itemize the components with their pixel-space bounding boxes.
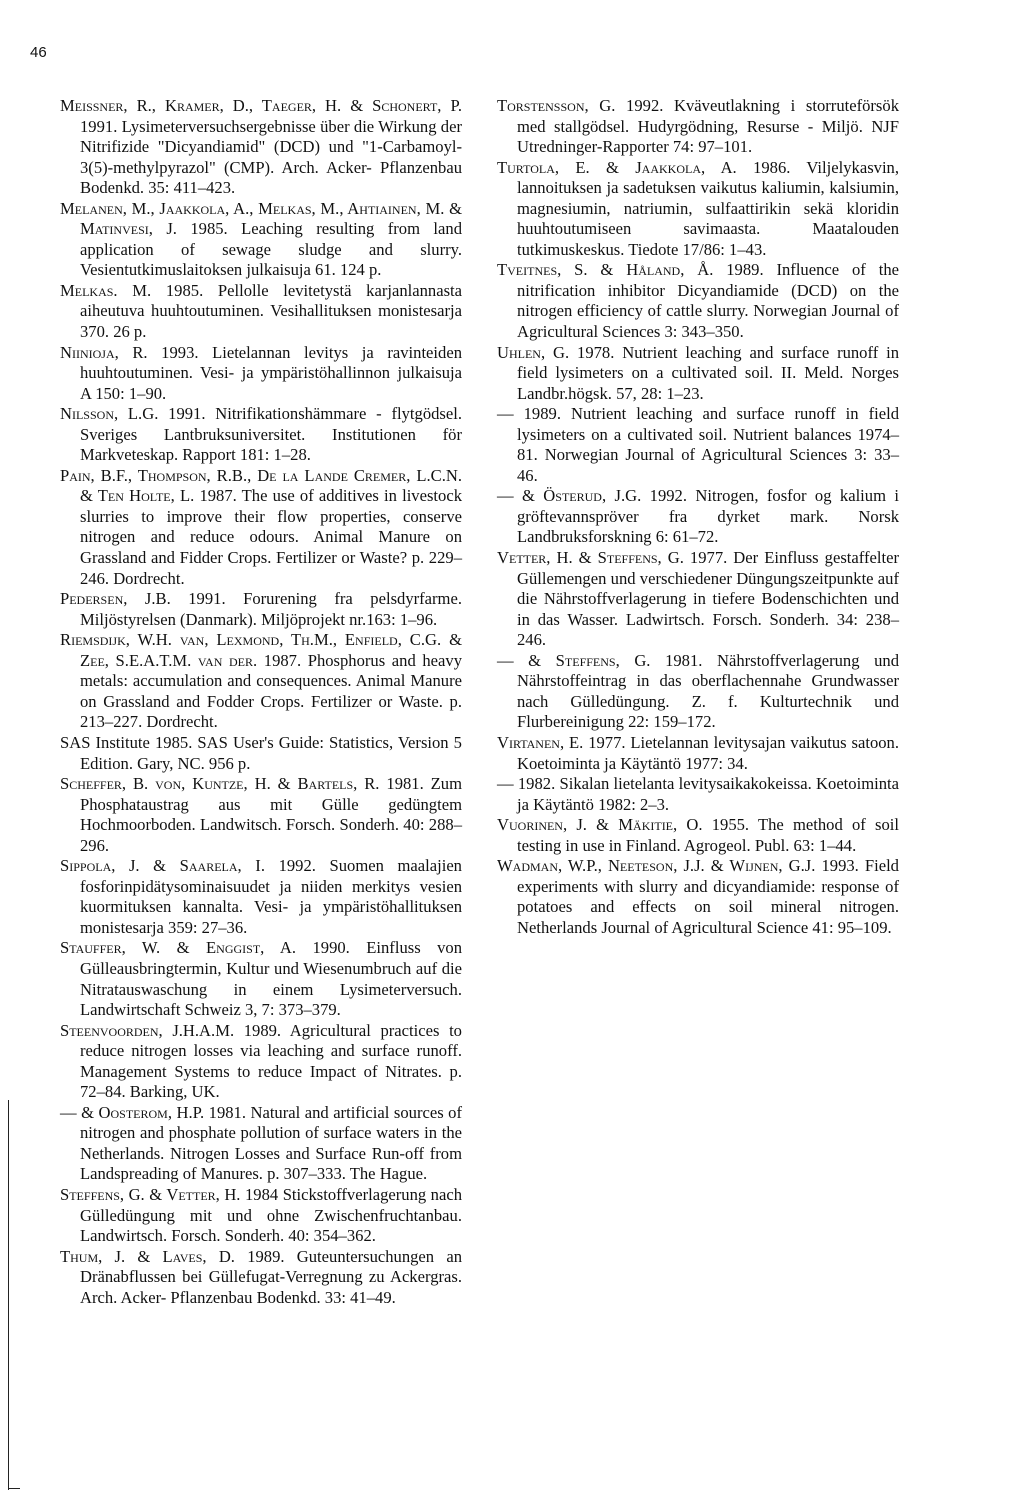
reference-details: 1989. Nutrient leaching and surface runoff in field lysimeters on a cultivated soil. Nutrient balances 1974–81. Norwegian Journal of Agricultural Sciences 3: 33–46. xyxy=(517,404,899,485)
reference-entry xyxy=(60,1185,462,1247)
reference-authors: Scheffer, B. von, Kuntze, H. & Bartels, R. xyxy=(60,774,380,794)
reference-authors: Uhlen, G. xyxy=(497,342,570,362)
reference-entry xyxy=(60,938,462,1020)
references-left-column xyxy=(60,96,462,1308)
reference-details: 1986. Viljelykasvin, lannoituksen ja sadetuksen vaikutus kaliumin, kalsiumin, magnesiumin, natriumin, sulfaattirikin sekä kloridin huuhtoutumiseen savimaasta. Maatalouden tutkimuskeskus. Tiedote 17/86: 1–43. xyxy=(517,157,899,259)
reference-details: 1977. Lietelannan levitysajan vaikutus satoon. Koetoiminta ja Käytäntö 1977: 34. xyxy=(517,732,899,773)
reference-entry xyxy=(60,774,462,856)
reference-authors: Vetter, H. & Steffens, G. xyxy=(497,548,684,568)
reference-authors: — & Steffens, G. xyxy=(497,650,651,670)
reference-entry xyxy=(60,343,462,405)
reference-details: 1981. Natural and artificial sources of nitrogen and phosphate pollution of surface waters in the Netherlands. Nitrogen Losses and Surface Run-off from Landspreading of Manures. p. 307–333. The Hague. xyxy=(80,1102,462,1184)
reference-entry xyxy=(497,548,899,651)
reference-entry xyxy=(497,158,899,261)
reference-details: 1989. Agricultural practices to reduce nitrogen losses via leaching and surface runoff. Management Systems to reduce Impact of Nitrates. p. 72–84. Barking, UK. xyxy=(80,1020,462,1102)
reference-entry xyxy=(497,260,899,342)
reference-authors: — & Österud, J.G. xyxy=(497,486,642,506)
reference-entry xyxy=(497,733,899,774)
reference-details: 1978. Nutrient leaching and surface runoff in field lysimeters on a cultivated soil. II. Meld. Norges Landbr.högsk. 57, 28: 1–23. xyxy=(517,342,900,403)
reference-entry xyxy=(497,343,899,405)
reference-details: 1984 Stickstoffverlagerung nach Gülledüngung mit und ohne Zwischenfruchtanbau. Landwirtsch. Forsch. Sonderh. 40: 354–362. xyxy=(80,1184,462,1246)
reference-authors: Stauffer, W. & Enggist, A. xyxy=(60,938,296,958)
reference-entry xyxy=(497,96,899,158)
reference-entry xyxy=(60,856,462,938)
reference-details: 1987. The use of additives in livestock slurries to improve their flow properties, conserve nitrogen and reduce odours. Animal Manure on Grassland and Fidder Crops. Fertilizer or Waste? p. 229–246. Dordrecht. xyxy=(80,486,462,588)
reference-entry xyxy=(60,1247,462,1309)
reference-entry xyxy=(497,651,899,733)
reference-details: 1977. Der Einfluss gestaffelter Güllemengen und verschiedener Düngungszeitpunkte auf die Nährstoffverlagerung in tiefere Bodenschichten und in das Wasser. Ladwirtsch. Forsch. Sonderh. 34: 238–246. xyxy=(517,548,899,650)
reference-authors: Riemsdijk, W.H. van, Lexmond, Th.M., Enfield, C.G. & Zee, S.E.A.T.M. van der. xyxy=(60,630,462,670)
reference-details: 1987. Phosphorus and heavy metals: accumulation and consequences. Animal Manure on Grassland and Fodder Crops. Fertilizer or Waste. p. 213–227. Dordrecht. xyxy=(80,650,462,732)
reference-authors: Steenvoorden, J.H.A.M. xyxy=(60,1020,235,1040)
reference-details: 1991. Lysimeterversuchsergebnisse über die Wirkung der Nitrifizide "Dicyandiamid" (DCD) und "1-Carbamoyl-3(5)-methylpyrazol" (CMP). Arch. Acker- Pflanzenbau Bodenkd. 35: 411–423. xyxy=(80,116,462,198)
reference-authors: Sippola, J. & Saarela, I. xyxy=(60,856,265,876)
reference-details: 1985. SAS User's Guide: Statistics, Version 5 Edition. Gary, NC. 956 p. xyxy=(80,732,462,773)
reference-details: 1989. Influence of the nitrification inhibitor Dicyandiamide (DCD) on the nitrogen efficiency of cattle slurry. Norwegian Journal of Agricultural Sciences 3: 343–350. xyxy=(517,260,899,342)
reference-entry xyxy=(60,199,462,281)
reference-authors: Thum, J. & Laves, D. xyxy=(60,1246,235,1266)
reference-entry xyxy=(497,856,899,938)
reference-entry xyxy=(497,404,899,486)
reference-details: 1992. Kväveutlakning i storruteförsök med stallgödsel. Hudyrgödning, Resurse - Miljö. NJF Utredninger-Rapporter 74: 97–101. xyxy=(517,96,899,157)
reference-details: 1993. Field experiments with slurry and dicyandiamide: response of potatoes and effects on soil mineral nitrogen. Netherlands Journal of Agricultural Science 41: 95–109. xyxy=(517,856,899,937)
reference-entry xyxy=(497,774,899,815)
reference-authors: Pedersen, J.B. xyxy=(60,589,171,609)
reference-authors: Niinioja, R. xyxy=(60,342,148,362)
reference-entry xyxy=(60,1021,462,1103)
reference-authors: Meissner, R., Kramer, D., Taeger, H. & Schonert, P. xyxy=(60,96,462,115)
reference-entry xyxy=(60,281,462,343)
reference-details: 1985. Pellolle levitetystä karjanlannasta aiheutuva huuhtoutuminen. Vesihallituksen monistesarja 370. 26 p. xyxy=(80,280,463,342)
reference-entry xyxy=(60,733,462,774)
page-number: 46 xyxy=(30,44,47,61)
reference-authors: Torstensson, G. xyxy=(497,96,616,115)
reference-details: 1990. Einfluss von Gülleausbringtermin, Kultur und Wiesenumbruch auf die Nitratauswaschung in einem Lysimeterversuch. Landwirtschaft Schweiz 3, 7: 373–379. xyxy=(80,938,463,1020)
reference-entry xyxy=(60,630,462,733)
reference-authors: Tveitnes, S. & Håland, Å. xyxy=(497,260,714,280)
reference-details: 1992. Suomen maalajien fosforinpidätysominaisuudet ja niiden merkitys vesien kuormituksen kannalta. Vesi- ja ympäristöhallituksen monistesarja 359: 27–36. xyxy=(80,856,462,937)
reference-authors: — xyxy=(497,404,514,424)
reference-details: 1981. Zum Phosphataustrag aus mit Gülle gedüngtem Hochmoorboden. Landwitsch. Forsch. Sonderh. 40: 288–296. xyxy=(80,774,463,855)
reference-authors: — & Oosterom, H.P. xyxy=(60,1102,205,1122)
reference-details: 1991. Forurening fra pelsdyrfarme. Miljöstyrelsen (Danmark). Miljöprojekt nr.163: 1–96. xyxy=(80,589,462,629)
reference-details: 1992. Nitrogen, fosfor og kalium i gröftevannspröver fra dyrket mark. Norsk Landbruksforskning 6: 61–72. xyxy=(517,486,899,547)
reference-authors: — xyxy=(497,774,514,794)
reference-details: 1955. The method of soil testing in use in Finland. Agrogeol. Publ. 63: 1–44. xyxy=(517,815,899,855)
reference-entry xyxy=(60,466,462,589)
reference-authors: Turtola, E. & Jaakkola, A. xyxy=(497,157,737,177)
reference-entry xyxy=(497,815,899,856)
reference-authors: Pain, B.F., Thompson, R.B., De la Lande Cremer, L.C.N. & Ten Holte, L. xyxy=(60,465,462,506)
reference-authors: Vuorinen, J. & Mäkitie, O. xyxy=(497,815,703,835)
reference-entry xyxy=(60,589,462,630)
reference-authors: Virtanen, E. xyxy=(497,732,584,752)
reference-entry xyxy=(60,1103,462,1185)
reference-authors: Steffens, G. & Vetter, H. xyxy=(60,1184,241,1204)
reference-authors: Melanen, M., Jaakkola, A., Melkas, M., Ahtiainen, M. & Matinvesi, J. xyxy=(60,198,462,239)
reference-entry xyxy=(60,96,462,199)
reference-details: 1993. Lietelannan levitys ja ravinteiden huuhtoutuminen. Vesi- ja ympäristöhallinnon julkaisuja A 150: 1–90. xyxy=(80,342,462,403)
reference-entry xyxy=(497,486,899,548)
reference-authors: SAS Institute xyxy=(60,732,150,752)
scan-margin-line xyxy=(8,1100,9,1490)
reference-authors: Nilsson, L.G. xyxy=(60,404,159,424)
references-right-column xyxy=(497,96,899,938)
reference-details: 1982. Sikalan lietelanta levitysaikakokeissa. Koetoiminta ja Käytäntö 1982: 2–3. xyxy=(517,774,899,814)
reference-entry xyxy=(60,404,462,466)
reference-authors: Melkas. M. xyxy=(60,280,152,300)
reference-details: 1991. Nitrifikationshämmare - flytgödsel. Sveriges Lantbruksuniversitet. Institutionen för Markveteskap. Rapport 181: 1–28. xyxy=(80,404,463,465)
reference-details: 1989. Guteuntersuchungen an Dränabflussen bei Güllefugat-Verregnung zu Ackergras. Arch. Acker- Pflanzenbau Bodenkd. 33: 41–49. xyxy=(80,1246,462,1307)
reference-details: 1985. Leaching resulting from land application of sewage sludge and slurry. Vesientutkimuslaitoksen julkaisuja 61. 124 p. xyxy=(80,219,462,280)
reference-authors: Wadman, W.P., Neeteson, J.J. & Wijnen, G.J. xyxy=(497,856,816,876)
reference-details: 1981. Nährstoffverlagerung und Nährstoffeintrag in das oberflachennahe Grundwasser nach Gülledüngung. Z. f. Kulturtechnik und Flurbereinigung 22: 159–172. xyxy=(517,650,899,732)
scan-crop-mark xyxy=(8,1488,20,1489)
